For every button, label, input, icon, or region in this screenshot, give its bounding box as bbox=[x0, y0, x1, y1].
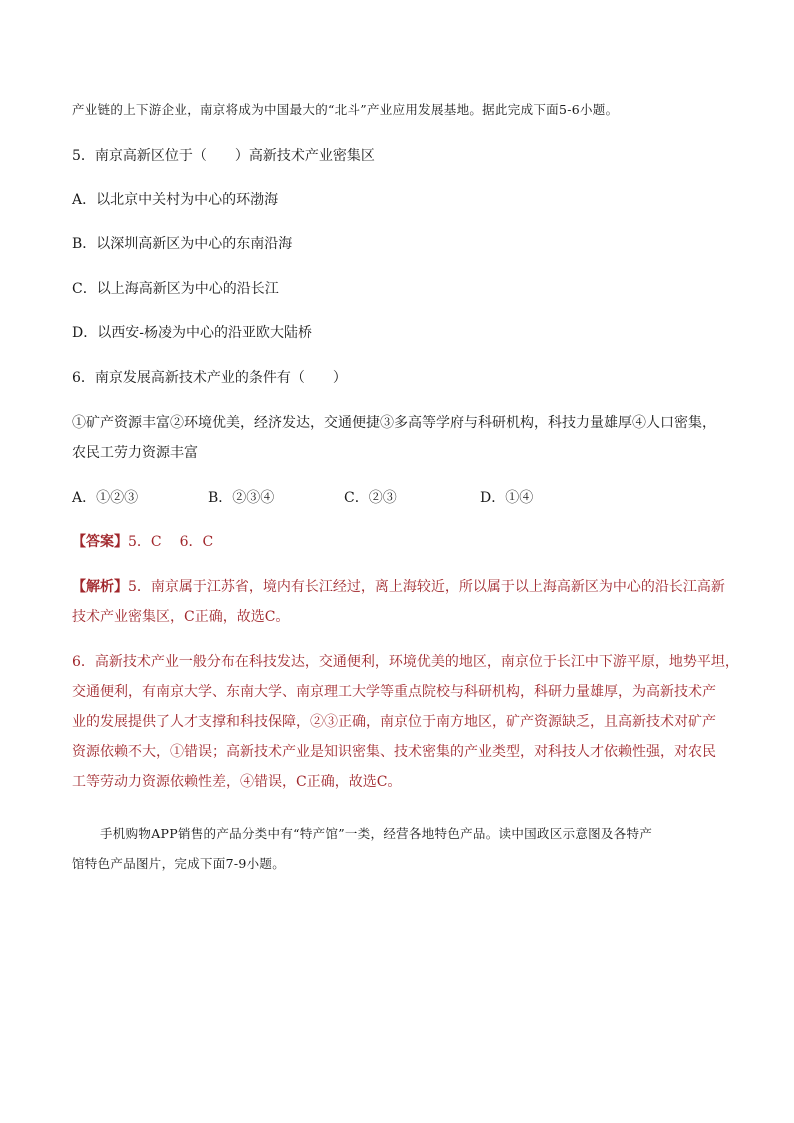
answer-text-2: 6．C bbox=[179, 534, 214, 550]
analysis-p2-line-1: 6．高新技术产业一般分布在科技发达，交通便利，环境优美的地区，南京位于长江中下游平原，地势平坦， bbox=[72, 654, 739, 670]
analysis-p2-line-3: 业的发展提供了人才支撑和科技保障，②③正确，南京位于南方地区，矿产资源缺乏，且高新技术对矿产 bbox=[72, 714, 716, 730]
question-5-option-b: B．以深圳高新区为中心的东南沿海 bbox=[72, 236, 293, 252]
next-intro-line-2: 馆特色产品图片，完成下面7-9小题。 bbox=[72, 856, 286, 871]
intro-text: 产业链的上下游企业，南京将成为中国最大的“北斗”产业应用发展基地。据此完成下面5-6小题。 bbox=[72, 102, 619, 117]
next-intro-line-1: 手机购物APP销售的产品分类中有“特产馆”一类，经营各地特色产品。读中国政区示意图及各特产 bbox=[100, 826, 653, 841]
question-6-desc-line-1: ①矿产资源丰富②环境优美，经济发达，交通便捷③多高等学府与科研机构，科技力量雄厚④人口密集， bbox=[72, 415, 716, 431]
question-5-option-a: A．以北京中关村为中心的环渤海 bbox=[72, 192, 279, 208]
question-5-option-d: D．以西安-杨凌为中心的沿亚欧大陆桥 bbox=[72, 325, 312, 341]
question-6-option-a: A．①②③ bbox=[72, 490, 139, 506]
question-6-stem: 6．南京发展高新技术产业的条件有（ ） bbox=[72, 370, 347, 386]
analysis-p2-line-4: 资源依赖不大，①错误；高新技术产业是知识密集、技术密集的产业类型，对科技人才依赖性强，对农民 bbox=[72, 744, 716, 760]
question-6-option-b: B．②③④ bbox=[208, 490, 275, 506]
question-5-stem: 5．南京高新区位于（ ）高新技术产业密集区 bbox=[72, 148, 375, 164]
analysis-line-1 bbox=[72, 577, 732, 597]
analysis-label: 【解析】 bbox=[72, 579, 128, 595]
question-6-options bbox=[72, 488, 732, 508]
answer-label: 【答案】 bbox=[72, 534, 128, 550]
question-6-desc-line-2: 农民工劳力资源丰富 bbox=[72, 445, 198, 461]
answer-text: 5．C bbox=[128, 534, 162, 550]
analysis-p1-line-1: 5．南京属于江苏省，境内有长江经过，离上海较近，所以属于以上海高新区为中心的沿长江高新 bbox=[128, 579, 725, 595]
question-5-option-c: C．以上海高新区为中心的沿长江 bbox=[72, 281, 279, 297]
analysis-p2-line-2: 交通便利，有南京大学、东南大学、南京理工大学等重点院校与科研机构，科研力量雄厚，为高新技术产 bbox=[72, 684, 716, 700]
answer-line bbox=[72, 532, 732, 552]
question-6-option-d: D．①④ bbox=[480, 490, 534, 506]
analysis-p2-line-5: 工等劳动力资源依赖性差，④错误，C正确，故选C。 bbox=[72, 774, 402, 790]
analysis-p1-line-2: 技术产业密集区，C正确，故选C。 bbox=[72, 609, 290, 625]
question-6-option-c: C．②③ bbox=[344, 490, 397, 506]
